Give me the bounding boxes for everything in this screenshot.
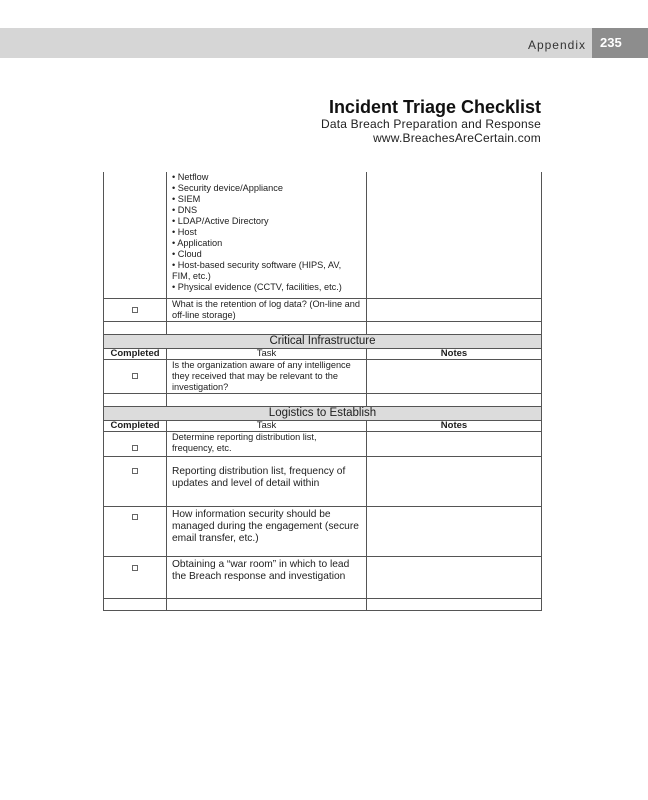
table-row [104, 557, 542, 599]
list-item: • Netflow [172, 172, 209, 182]
completed-checkbox[interactable] [132, 445, 138, 451]
completed-checkbox[interactable] [132, 307, 138, 313]
table-row [104, 360, 542, 394]
table-row [104, 457, 542, 507]
completed-checkbox[interactable] [132, 468, 138, 474]
page-subtitle: Data Breach Preparation and Response [320, 117, 541, 131]
table-row [104, 599, 542, 611]
page-number: 235 [592, 28, 648, 58]
list-item: • DNS [172, 205, 198, 215]
table-row [104, 507, 542, 557]
section-header-critical-infrastructure [104, 335, 542, 349]
page-title: Incident Triage Checklist [328, 97, 541, 117]
column-header-task: Task [167, 349, 367, 360]
table-row [104, 299, 542, 322]
list-item: • Application [172, 238, 223, 248]
checklist-table [103, 172, 542, 611]
notes-cell [367, 299, 542, 322]
task-text: Is the organization aware of any intelligence they received that may be relevant to the investigation? [167, 360, 367, 394]
table-row [104, 322, 542, 335]
list-item: • Physical evidence (CCTV, facilities, etc.) [172, 282, 342, 292]
table-row [104, 394, 542, 407]
section-title: Logistics to Establish [104, 407, 542, 421]
completed-checkbox[interactable] [132, 565, 138, 571]
column-header-row [104, 349, 542, 360]
task-text: How information security should be managed during the engagement (secure email transfer, etc.) [167, 507, 367, 557]
notes-cell [367, 507, 542, 557]
task-text: What is the retention of log data? (On-line and off-line storage) [167, 299, 367, 322]
notes-cell [367, 557, 542, 599]
column-header-completed: Completed [104, 349, 167, 360]
table-row [104, 172, 542, 299]
list-item: • Security device/Appliance [172, 183, 283, 193]
table-row [104, 432, 542, 457]
notes-cell [367, 432, 542, 457]
task-text: Determine reporting distribution list, frequency, etc. [167, 432, 367, 457]
column-header-completed: Completed [104, 421, 167, 432]
list-item: • Host-based security software (HIPS, AV, FIM, etc.) [172, 260, 342, 281]
completed-checkbox[interactable] [132, 514, 138, 520]
notes-cell [367, 457, 542, 507]
running-header-section: Appendix [527, 38, 586, 52]
list-item: • SIEM [172, 194, 201, 204]
section-header-logistics [104, 407, 542, 421]
column-header-task: Task [167, 421, 367, 432]
website-url: www.BreachesAreCertain.com [373, 131, 541, 145]
list-item: • Host [172, 227, 197, 237]
section-title: Critical Infrastructure [104, 335, 542, 349]
column-header-row [104, 421, 542, 432]
column-header-notes: Notes [367, 349, 542, 360]
task-text: Reporting distribution list, frequency of updates and level of detail within [167, 457, 367, 507]
task-text: Obtaining a “war room” in which to lead the Breach response and investigation [167, 557, 367, 599]
notes-cell [367, 360, 542, 394]
list-item: • Cloud [172, 249, 202, 259]
completed-checkbox[interactable] [132, 373, 138, 379]
list-item: • LDAP/Active Directory [172, 216, 269, 226]
log-sources-cell [167, 172, 367, 299]
column-header-notes: Notes [367, 421, 542, 432]
